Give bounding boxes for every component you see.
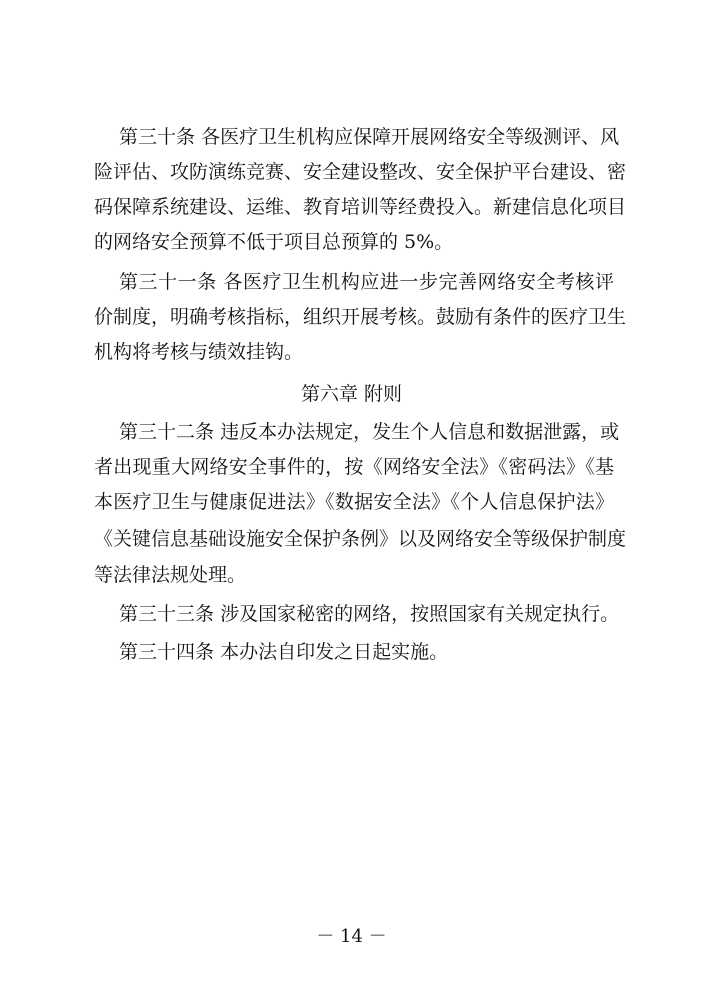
article-34-label: 第三十四条 xyxy=(119,641,215,663)
page-number: － 14 － xyxy=(316,926,387,947)
article-33-line-1: 第三十三条 涉及国家秘密的网络，按照国家有关规定执行。 xyxy=(119,603,620,625)
article-30-label: 第三十条 xyxy=(119,126,196,148)
article-32-line-4: 《关键信息基础设施安全保护条例》以及网络安全等级保护制度 xyxy=(94,528,627,550)
article-32-line-2: 者出现重大网络安全事件的，按《网络安全法》《密码法》《基 xyxy=(94,456,614,478)
article-30-line-2: 险评估、攻防演练竞赛、安全建设整改、安全保护平台建设、密 xyxy=(94,161,627,183)
article-31-line-1: 第三十一条 各医疗卫生机构应进一步完善网络安全考核评 xyxy=(119,271,614,293)
article-34-line-1: 第三十四条 本办法自印发之日起实施。 xyxy=(119,641,449,663)
article-30-line-1: 第三十条 各医疗卫生机构应保障开展网络安全等级测评、风 xyxy=(119,126,620,148)
article-31-line-2: 价制度，明确考核指标，组织开展考核。鼓励有条件的医疗卫生 xyxy=(94,306,627,328)
article-31-line-3: 机构将考核与绩效挂钩。 xyxy=(94,341,304,363)
article-32-line-5: 等法律法规处理。 xyxy=(94,564,247,586)
article-30-line-4: 的网络安全预算不低于项目总预算的 5%。 xyxy=(94,231,454,253)
article-31-label: 第三十一条 xyxy=(119,271,217,293)
article-32-line-1: 第三十二条 违反本办法规定，发生个人信息和数据泄露，或 xyxy=(119,421,620,443)
chapter-6-heading: 第六章 附则 xyxy=(300,383,403,405)
article-32-line-3: 本医疗卫生与健康促进法》《数据安全法》《个人信息保护法》 xyxy=(94,491,614,513)
article-30-line-3: 码保障系统建设、运维、教育培训等经费投入。新建信息化项目 xyxy=(94,196,627,218)
article-32-label: 第三十二条 xyxy=(119,421,215,443)
article-33-label: 第三十三条 xyxy=(119,603,215,625)
